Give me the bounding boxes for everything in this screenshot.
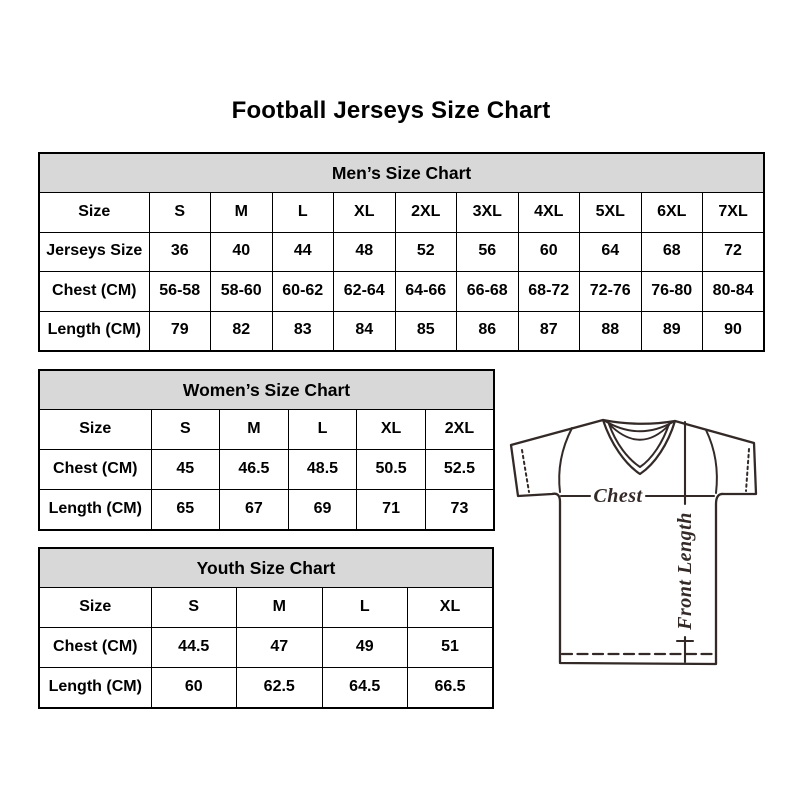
mens-size-table bbox=[38, 152, 765, 352]
left-sleeve-seam bbox=[559, 428, 572, 492]
cell: 62.5 bbox=[237, 668, 323, 708]
front-length-label: Front Length bbox=[674, 512, 696, 630]
cell: 65 bbox=[151, 490, 220, 530]
cell: 67 bbox=[220, 490, 289, 530]
cell: 72 bbox=[703, 232, 765, 272]
table-row bbox=[39, 628, 493, 668]
cell: XL bbox=[334, 193, 396, 233]
youth-table-title: Youth Size Chart bbox=[39, 548, 493, 588]
cell: S bbox=[149, 193, 211, 233]
cell: M bbox=[237, 588, 323, 628]
cell: L bbox=[272, 193, 334, 233]
cell: 89 bbox=[641, 311, 703, 351]
row-label: Length (CM) bbox=[39, 311, 149, 351]
cell: 36 bbox=[149, 232, 211, 272]
right-sleeve-seam bbox=[706, 430, 717, 493]
cell: M bbox=[220, 410, 289, 450]
cell: 69 bbox=[288, 490, 357, 530]
row-label: Jerseys Size bbox=[39, 232, 149, 272]
cell: 47 bbox=[237, 628, 323, 668]
table-row bbox=[39, 410, 494, 450]
jersey-diagram-icon bbox=[505, 412, 765, 672]
cell: 88 bbox=[580, 311, 642, 351]
cell: 2XL bbox=[425, 410, 494, 450]
cell: 85 bbox=[395, 311, 457, 351]
row-label: Length (CM) bbox=[39, 668, 151, 708]
cell: 72-76 bbox=[580, 272, 642, 312]
cell: L bbox=[322, 588, 408, 628]
row-label: Chest (CM) bbox=[39, 272, 149, 312]
cell: L bbox=[288, 410, 357, 450]
cell: 71 bbox=[357, 490, 426, 530]
cell: 44.5 bbox=[151, 628, 237, 668]
cell: M bbox=[211, 193, 273, 233]
cell: 3XL bbox=[457, 193, 519, 233]
cell: 80-84 bbox=[703, 272, 765, 312]
cell: 56-58 bbox=[149, 272, 211, 312]
cell: 79 bbox=[149, 311, 211, 351]
table-row bbox=[39, 311, 764, 351]
cell: 86 bbox=[457, 311, 519, 351]
table-row bbox=[39, 588, 493, 628]
cell: 66.5 bbox=[408, 668, 494, 708]
cell: 82 bbox=[211, 311, 273, 351]
cell: 4XL bbox=[518, 193, 580, 233]
cell: 68 bbox=[641, 232, 703, 272]
cell: 51 bbox=[408, 628, 494, 668]
cell: 73 bbox=[425, 490, 494, 530]
table-row bbox=[39, 272, 764, 312]
cell: 49 bbox=[322, 628, 408, 668]
cell: 64-66 bbox=[395, 272, 457, 312]
cell: 60 bbox=[151, 668, 237, 708]
jersey-measurement-diagram bbox=[505, 412, 765, 672]
cell: 6XL bbox=[641, 193, 703, 233]
cell: 62-64 bbox=[334, 272, 396, 312]
left-cuff-stitch bbox=[522, 450, 529, 492]
table-row bbox=[39, 232, 764, 272]
cell: 50.5 bbox=[357, 450, 426, 490]
row-label: Size bbox=[39, 410, 151, 450]
row-label: Chest (CM) bbox=[39, 628, 151, 668]
cell: 56 bbox=[457, 232, 519, 272]
row-label: Size bbox=[39, 588, 151, 628]
womens-size-table bbox=[38, 369, 495, 531]
page-title: Football Jerseys Size Chart bbox=[231, 97, 551, 124]
right-cuff-stitch bbox=[746, 449, 749, 491]
chest-label: Chest bbox=[593, 485, 643, 507]
cell: 60-62 bbox=[272, 272, 334, 312]
cell: XL bbox=[357, 410, 426, 450]
cell: 52 bbox=[395, 232, 457, 272]
cell: 76-80 bbox=[641, 272, 703, 312]
womens-table-title: Women’s Size Chart bbox=[39, 370, 494, 410]
cell: 58-60 bbox=[211, 272, 273, 312]
table-title-row bbox=[39, 153, 764, 193]
table-row bbox=[39, 490, 494, 530]
cell: XL bbox=[408, 588, 494, 628]
youth-size-table bbox=[38, 547, 494, 709]
cell: 7XL bbox=[703, 193, 765, 233]
cell: 84 bbox=[334, 311, 396, 351]
cell: 52.5 bbox=[425, 450, 494, 490]
cell: S bbox=[151, 588, 237, 628]
cell: 64 bbox=[580, 232, 642, 272]
cell: 48 bbox=[334, 232, 396, 272]
row-label: Size bbox=[39, 193, 149, 233]
cell: 46.5 bbox=[220, 450, 289, 490]
cell: 66-68 bbox=[457, 272, 519, 312]
row-label: Length (CM) bbox=[39, 490, 151, 530]
table-title-row bbox=[39, 548, 493, 588]
cell: 5XL bbox=[580, 193, 642, 233]
cell: 60 bbox=[518, 232, 580, 272]
row-label: Chest (CM) bbox=[39, 450, 151, 490]
jersey-outline bbox=[511, 420, 756, 664]
mens-table-title: Men’s Size Chart bbox=[39, 153, 764, 193]
table-row bbox=[39, 450, 494, 490]
cell: 40 bbox=[211, 232, 273, 272]
cell: 87 bbox=[518, 311, 580, 351]
cell: 48.5 bbox=[288, 450, 357, 490]
cell: S bbox=[151, 410, 220, 450]
table-row bbox=[39, 668, 493, 708]
cell: 44 bbox=[272, 232, 334, 272]
cell: 83 bbox=[272, 311, 334, 351]
cell: 68-72 bbox=[518, 272, 580, 312]
cell: 64.5 bbox=[322, 668, 408, 708]
cell: 45 bbox=[151, 450, 220, 490]
cell: 90 bbox=[703, 311, 765, 351]
cell: 2XL bbox=[395, 193, 457, 233]
table-title-row bbox=[39, 370, 494, 410]
table-row bbox=[39, 193, 764, 233]
